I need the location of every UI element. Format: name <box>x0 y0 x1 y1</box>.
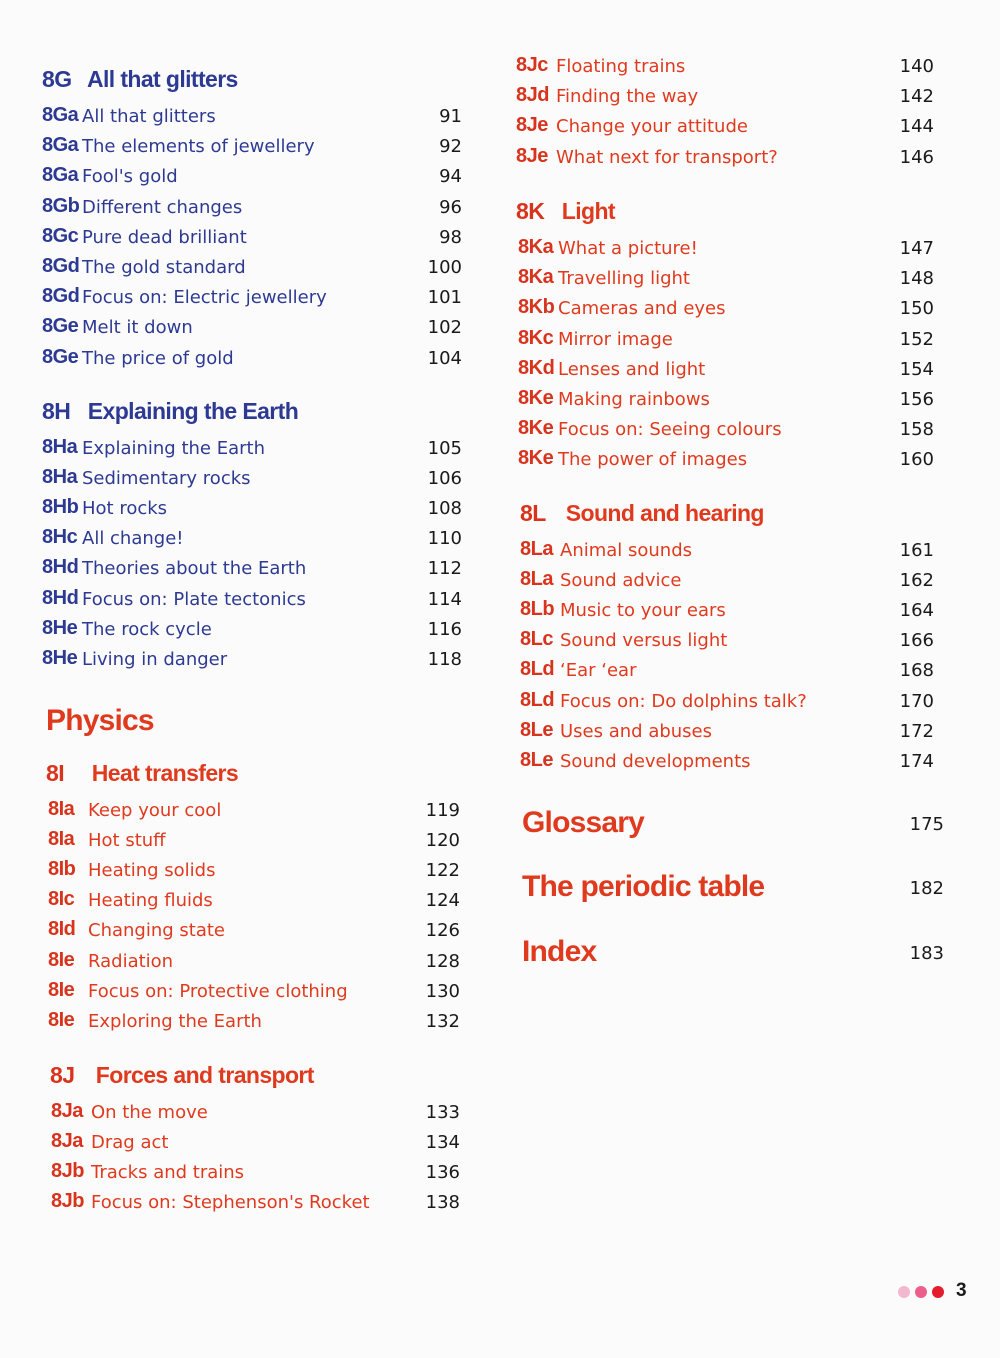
toc-entry-title: Fool's gold <box>82 166 178 188</box>
toc-entry-code: 8Ia <box>48 828 75 851</box>
toc-entry-page: 164 <box>899 600 934 622</box>
toc-entry-code: 8Kd <box>518 356 555 379</box>
toc-entry-code: 8Ic <box>48 888 75 911</box>
toc-entry-page: 134 <box>425 1132 460 1154</box>
toc-entry-code: 8Lc <box>520 628 553 651</box>
toc-entry-page: 96 <box>439 196 462 218</box>
toc-entry-page: 156 <box>899 389 934 410</box>
toc-entry-code: 8Jb <box>51 1190 84 1213</box>
toc-entry-title: On the move <box>91 1102 208 1123</box>
unit-heading-8g: 8G All that glitters <box>42 66 238 92</box>
toc-entry-title: All change! <box>82 528 184 550</box>
toc-entry-title: Drag act <box>91 1132 169 1154</box>
toc-entry-code: 8Ga <box>42 104 79 126</box>
toc-entry-code: 8Gb <box>42 194 80 217</box>
toc-entry-code: 8Ka <box>518 266 554 289</box>
decorative-dot-medium-icon <box>915 1286 927 1298</box>
toc-entry-page: 102 <box>427 317 462 339</box>
toc-entry-title: The power of images <box>558 449 748 471</box>
toc-entry-page: 94 <box>439 166 462 188</box>
toc-entry-title: What next for transport? <box>556 146 778 168</box>
toc-entry-page: 106 <box>427 468 462 490</box>
unit-heading-8j: 8J Forces and transport <box>50 1062 314 1088</box>
toc-entry-page: 110 <box>427 528 462 550</box>
toc-entry-code: 8Ke <box>518 387 554 409</box>
toc-entry-title: Explaining the Earth <box>82 438 265 459</box>
toc-entry-page: 140 <box>899 56 934 77</box>
toc-entry-title: Travelling light <box>558 268 690 290</box>
toc-entry-page: 161 <box>899 540 934 561</box>
toc-entry-code: 8Ja <box>51 1100 83 1122</box>
toc-entry-code: 8Ge <box>42 345 79 368</box>
toc-entry-title: Focus on: Protective clothing <box>88 980 348 1002</box>
toc-entry-title: Floating trains <box>556 56 686 77</box>
toc-entry-page: 118 <box>427 648 462 670</box>
toc-entry-page: 100 <box>427 257 462 278</box>
toc-entry-title: Focus on: Seeing colours <box>558 419 782 441</box>
toc-entry-code: 8Gd <box>42 255 80 277</box>
toc-entry-code: 8Je <box>516 114 548 137</box>
toc-entry-page: 170 <box>899 690 934 712</box>
toc-entry-page: 148 <box>899 268 934 290</box>
toc-entry-title: Sound developments <box>560 750 751 772</box>
toc-entry-title: Sedimentary rocks <box>82 468 251 490</box>
toc-entry-title: The price of gold <box>82 347 234 369</box>
toc-entry-title: Cameras and eyes <box>558 298 726 320</box>
toc-entry-page: 158 <box>899 419 934 441</box>
toc-entry-title: Animal sounds <box>560 540 693 561</box>
toc-entry-title: Melt it down <box>82 317 193 339</box>
toc-entry-code: 8Ke <box>518 447 554 470</box>
toc-entry-title: Making rainbows <box>558 389 710 410</box>
unit-heading-8h: 8H Explaining the Earth <box>42 398 299 424</box>
back-matter-glossary[interactable]: Glossary 175 <box>522 806 944 839</box>
toc-entry-code: 8Ld <box>520 688 555 711</box>
section-heading-physics: Physics <box>46 704 154 737</box>
back-matter-index[interactable]: Index 183 <box>522 935 944 968</box>
toc-entry-code: 8Ja <box>51 1130 83 1153</box>
toc-entry-page: 133 <box>425 1102 460 1123</box>
toc-entry-page: 147 <box>899 238 934 259</box>
toc-entry-code: 8Ga <box>42 164 79 187</box>
toc-entry-page: 108 <box>427 498 462 520</box>
toc-entry-page: 138 <box>425 1192 460 1214</box>
toc-entry-title: Sound advice <box>560 570 682 592</box>
toc-entry-page: 172 <box>899 720 934 742</box>
toc-entry-code: 8La <box>520 538 553 560</box>
toc-entry-title: Keep your cool <box>88 800 222 821</box>
toc-entry-code: 8Jb <box>51 1160 84 1183</box>
toc-entry-title: The rock cycle <box>82 618 212 640</box>
toc-entry-code: 8Je <box>516 144 548 167</box>
toc-entry-code: 8Ge <box>42 315 79 338</box>
toc-entry-page: 130 <box>425 980 460 1002</box>
toc-entry-code: 8Kc <box>518 326 554 349</box>
decorative-dot-light-icon <box>898 1286 910 1298</box>
toc-entry-page: 114 <box>427 588 462 610</box>
toc-entry-title: Mirror image <box>558 328 673 350</box>
toc-entry-title: Music to your ears <box>560 600 726 622</box>
toc-entry-page: 162 <box>899 570 934 592</box>
toc-entry-title: Radiation <box>88 950 174 972</box>
toc-entry-code: 8Id <box>48 918 76 941</box>
toc-entry-code: 8Ie <box>48 948 75 971</box>
toc-entry-title: Focus on: Do dolphins talk? <box>560 690 807 712</box>
toc-entry-code: 8La <box>520 568 553 591</box>
toc-entry-page: 126 <box>425 920 460 942</box>
toc-entry-code: 8Lb <box>520 598 555 621</box>
toc-entry-title: Pure dead brilliant <box>82 226 247 248</box>
toc-entry-page: 116 <box>427 618 462 640</box>
toc-entry-title: Living in danger <box>82 648 228 670</box>
toc-entry-title: Focus on: Plate tectonics <box>82 588 306 610</box>
toc-entry-code: 8Hc <box>42 526 78 549</box>
toc-entry-code: 8Ld <box>520 658 555 681</box>
toc-entry-code: 8Ga <box>42 134 79 157</box>
toc-entry-code: 8Ke <box>518 417 554 440</box>
toc-entry-title: Change your attitude <box>556 116 748 138</box>
toc-entry-page: 124 <box>425 890 460 912</box>
toc-entry-code: 8Ie <box>48 1008 75 1031</box>
toc-entry-page: 160 <box>899 449 934 471</box>
toc-entry-code: 8Hd <box>42 586 79 609</box>
toc-entry-code: 8Ha <box>42 466 78 489</box>
toc-entry-code: 8Ka <box>518 236 554 258</box>
toc-entry-title: Exploring the Earth <box>88 1010 262 1032</box>
toc-entry-title: Tracks and trains <box>91 1162 245 1184</box>
toc-entry-page: 174 <box>899 750 934 772</box>
toc-entry-page: 122 <box>425 860 460 882</box>
toc-entry-title: Hot rocks <box>82 498 168 520</box>
toc-entry-code: 8Gd <box>42 285 80 308</box>
toc-entry-page: 91 <box>439 106 462 127</box>
toc-entry-title: Changing state <box>88 920 225 942</box>
toc-entry-page: 119 <box>425 800 460 821</box>
toc-entry-page: 142 <box>899 86 934 108</box>
toc-entry-code: 8Jc <box>516 54 548 76</box>
toc-entry-page: 146 <box>899 146 934 168</box>
toc-entry-page: 132 <box>425 1010 460 1032</box>
toc-entry-code: 8Hd <box>42 556 79 579</box>
toc-entry-title: ‘Ear ‘ear <box>560 660 637 682</box>
toc-entry-code: 8Gc <box>42 224 79 247</box>
toc-entry-code: 8Ie <box>48 978 75 1001</box>
toc-entry-title: What a picture! <box>558 238 698 259</box>
toc-entry-code: 8Jd <box>516 84 549 107</box>
toc-entry-title: Hot stuff <box>88 830 166 852</box>
toc-entry-page: 101 <box>427 287 462 309</box>
toc-entry-code: 8Le <box>520 748 553 771</box>
toc-entry-title: Focus on: Electric jewellery <box>82 287 327 309</box>
toc-entry-title: Lenses and light <box>558 358 706 380</box>
toc-entry-title: Heating solids <box>88 860 216 882</box>
toc-entry-page: 166 <box>899 630 934 652</box>
toc-entry-page: 144 <box>899 116 934 138</box>
toc-entry-title: Sound versus light <box>560 630 728 652</box>
toc-entry-title: All that glitters <box>82 106 216 127</box>
toc-entry-code: 8Ib <box>48 858 76 881</box>
toc-entry-page: 168 <box>899 660 934 682</box>
toc-entry-page: 154 <box>899 358 934 380</box>
toc-entry-code: 8Ia <box>48 798 75 820</box>
toc-entry-page: 98 <box>439 226 462 248</box>
toc-entry-code: 8Kb <box>518 296 555 319</box>
toc-entry-page: 120 <box>425 830 460 852</box>
toc-entry-page: 104 <box>427 347 462 369</box>
toc-entry-code: 8Ha <box>42 436 78 458</box>
unit-heading-8i: 8I Heat transfers <box>46 760 239 786</box>
toc-entry-title: Finding the way <box>556 86 699 108</box>
toc-entry-code: 8Hb <box>42 496 79 519</box>
toc-entry-title: Theories about the Earth <box>82 558 307 580</box>
toc-entry-page: 136 <box>425 1162 460 1184</box>
toc-entry-page: 112 <box>427 558 462 580</box>
unit-heading-8l: 8L Sound and hearing <box>520 500 764 526</box>
toc-entry-page: 152 <box>899 328 934 350</box>
toc-entry-code: 8He <box>42 616 78 639</box>
toc-entry-page: 128 <box>425 950 460 972</box>
toc-entry-title: The elements of jewellery <box>82 136 315 158</box>
page-number: 3 <box>956 1280 967 1301</box>
toc-entry-page: 150 <box>899 298 934 320</box>
toc-entry-code: 8He <box>42 646 78 669</box>
toc-entry-title: The gold standard <box>82 257 246 278</box>
decorative-dot-dark-icon <box>932 1286 944 1298</box>
toc-entry-title: Focus on: Stephenson's Rocket <box>91 1192 370 1214</box>
toc-entry-page: 92 <box>439 136 462 158</box>
back-matter-periodic-table[interactable]: The periodic table 182 <box>522 870 944 903</box>
toc-entry-title: Different changes <box>82 196 243 218</box>
toc-entry-page: 105 <box>427 438 462 459</box>
toc-entry-code: 8Le <box>520 718 553 741</box>
toc-entry-title: Heating fluids <box>88 890 213 912</box>
toc-entry-title: Uses and abuses <box>560 720 713 742</box>
unit-heading-8k: 8K Light <box>516 198 615 224</box>
